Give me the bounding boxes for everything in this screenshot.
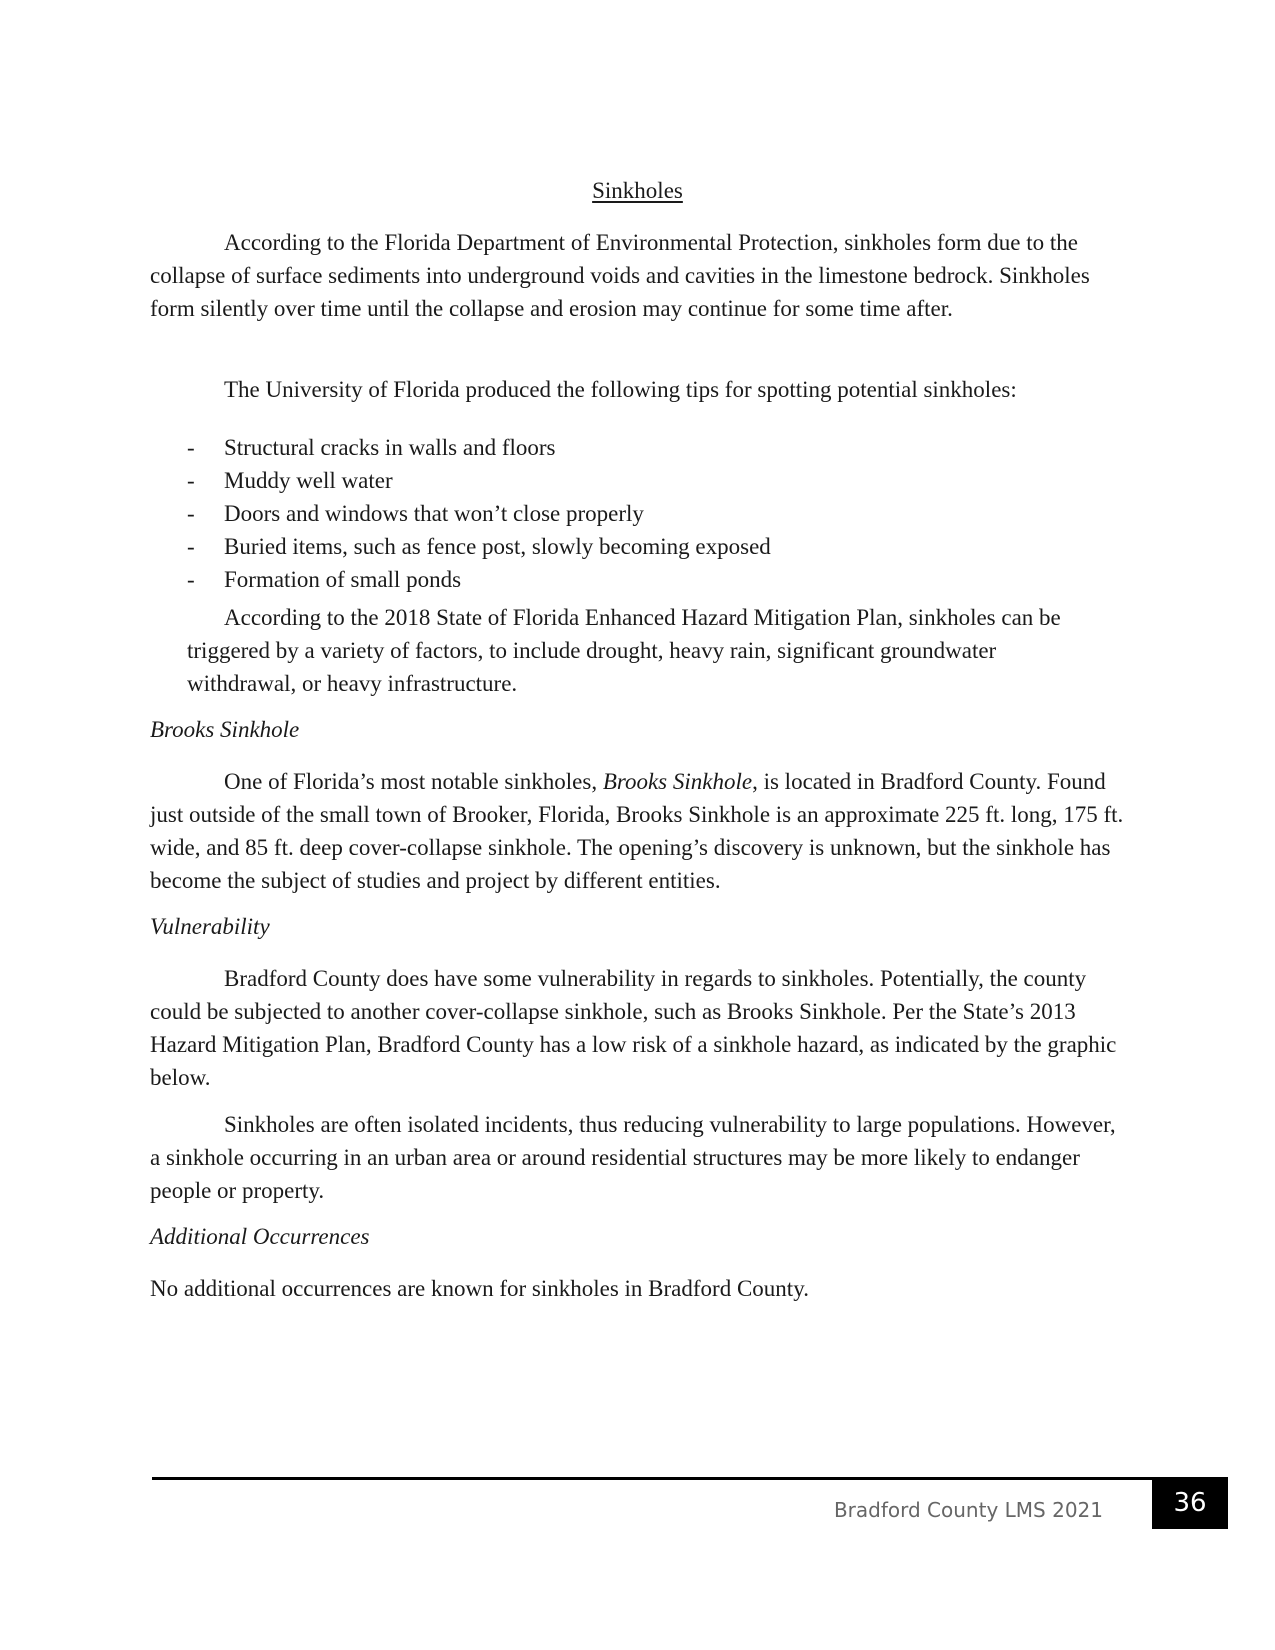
triggers-paragraph: According to the 2018 State of Florida Enhanced Hazard Mitigation Plan, sinkholes can be triggered by a variety of factors, to include drought, heavy rain, significant groundwater withdrawal, or heavy infrastructure. — [187, 605, 1061, 696]
list-item-text: Muddy well water — [224, 468, 393, 493]
brooks-sinkhole-paragraph — [150, 765, 1125, 897]
list-item — [150, 464, 1125, 497]
page-title: Sinkholes — [592, 178, 683, 203]
additional-occurrences-heading: Additional Occurrences — [150, 1224, 370, 1249]
brooks-text-emphasis: Brooks Sinkhole — [602, 769, 753, 794]
vulnerability-paragraph-2: Sinkholes are often isolated incidents, thus reducing vulnerability to large populations. However, a sinkhole occurring in an urban area or around residential structures may be more likely to endanger people or property. — [150, 1112, 1116, 1203]
bullet-marker: - — [187, 534, 195, 559]
tips-list — [150, 431, 1125, 596]
bullet-marker: - — [187, 468, 195, 493]
tips-intro-paragraph: The University of Florida produced the following tips for spotting potential sinkholes: — [224, 377, 1017, 402]
vulnerability-heading: Vulnerability — [150, 914, 270, 939]
footer-document-name: Bradford County LMS 2021 — [833, 1498, 1103, 1522]
list-item — [150, 530, 1125, 563]
list-item-text: Doors and windows that won’t close properly — [224, 501, 644, 526]
additional-occurrences-paragraph: No additional occurrences are known for sinkholes in Bradford County. — [150, 1276, 809, 1301]
bullet-marker: - — [187, 501, 195, 526]
vulnerability-paragraph-1: Bradford County does have some vulnerability in regards to sinkholes. Potentially, the county could be subjected to another cover-collapse sinkhole, such as Brooks Sinkhole. Per the State’s 2013 Hazard Mitigation Plan, Bradford County has a low risk of a sinkhole hazard, as indicated by the graphic below. — [150, 966, 1117, 1090]
intro-paragraph: According to the Florida Department of Environmental Protection, sinkholes form due to the collapse of surface sediments into underground voids and cavities in the limestone bedrock. Sinkholes form silently over time until the collapse and erosion may continue for some time after. — [150, 230, 1090, 321]
list-item — [150, 497, 1125, 530]
brooks-sinkhole-heading: Brooks Sinkhole — [150, 717, 300, 742]
brooks-text-after: , is located in Bradford County. Found just outside of the small town of Brooker, Florida, Brooks Sinkhole is an approximate 225 ft. long, 175 ft. wide, and 85 ft. deep cover-collapse sinkhole. The opening’s discovery is unknown, but the sinkhole has become the subject of studies and project by different entities. — [150, 769, 1124, 893]
page-number-badge: 36 — [1152, 1477, 1228, 1529]
brooks-text-before: One of Florida’s most notable sinkholes, — [224, 769, 603, 794]
bullet-marker: - — [187, 567, 195, 592]
list-item-text: Formation of small ponds — [224, 567, 462, 592]
list-item — [150, 431, 1125, 464]
list-item-text: Buried items, such as fence post, slowly becoming exposed — [224, 534, 771, 559]
footer-divider — [152, 1477, 1152, 1480]
bullet-marker: - — [187, 435, 195, 460]
list-item — [150, 563, 1125, 596]
list-item-text: Structural cracks in walls and floors — [224, 435, 556, 460]
